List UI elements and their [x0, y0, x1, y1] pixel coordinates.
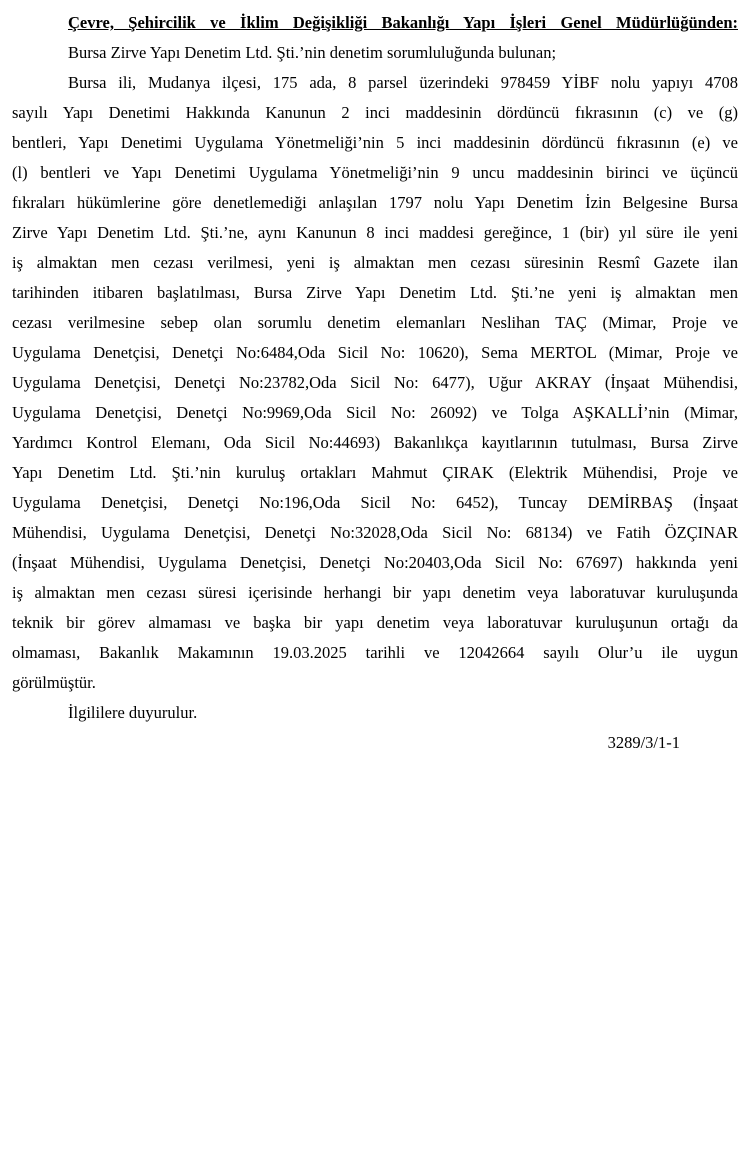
body-line: Yardımcı Kontrol Elemanı, Oda Sicil No:44693) Bakanlıkça kayıtlarının tutulması, Bursa Zirve: [12, 433, 738, 452]
body-line: (İnşaat Mühendisi, Uygulama Denetçisi, Denetçi No:20403,Oda Sicil No: 67697) hakkında yeni: [12, 553, 738, 572]
body-line: Uygulama Denetçisi, Denetçi No:196,Oda Sicil No: 6452), Tuncay DEMİRBAŞ (İnşaat: [12, 493, 738, 512]
body-line-last: görülmüştür.: [12, 673, 96, 692]
body-line: Uygulama Denetçisi, Denetçi No:9969,Oda Sicil No: 26092) ve Tolga AŞKALLİ’nin (Mimar,: [12, 403, 738, 422]
body-line: iş almaktan men cezası süresi içerisinde herhangi bir yapı denetim veya laboratuvar kuruluşunda: [12, 583, 738, 602]
body-line: (l) bentleri ve Yapı Denetimi Uygulama Yönetmeliği’nin 9 uncu maddesinin birinci ve üçüncü: [12, 163, 738, 182]
body-line: cezası verilmesine sebep olan sorumlu denetim elemanları Neslihan TAÇ (Mimar, Proje ve: [12, 313, 738, 332]
body-line: olmaması, Bakanlık Makamının 19.03.2025 tarihli ve 12042664 sayılı Olur’u ile uygun: [12, 643, 738, 662]
body-line: sayılı Yapı Denetimi Hakkında Kanunun 2 inci maddesinin dördüncü fıkrasının (c) ve (g): [12, 103, 738, 122]
body-line: teknik bir görev almaması ve başka bir yapı denetim veya laboratuvar kuruluşunun ortağı da: [12, 613, 738, 632]
body-line: fıkraları hükümlerine göre denetlemediği anlaşılan 1797 nolu Yapı Denetim İzin Belgesine Bursa: [12, 193, 738, 212]
body-line: Uygulama Denetçisi, Denetçi No:6484,Oda Sicil No: 10620), Sema MERTOL (Mimar, Proje ve: [12, 343, 738, 362]
announcement-title: Çevre, Şehircilik ve İklim Değişikliği Bakanlığı Yapı İşleri Genel Müdürlüğünden:: [68, 13, 738, 32]
closing-line: İlgililere duyurulur.: [68, 703, 198, 722]
body-line: Yapı Denetim Ltd. Şti.’nin kuruluş ortakları Mahmut ÇIRAK (Elektrik Mühendisi, Proje ve: [12, 463, 738, 482]
intro-line: Bursa Zirve Yapı Denetim Ltd. Şti.’nin denetim sorumluluğunda bulunan;: [68, 43, 557, 62]
body-line: iş almaktan men cezası verilmesi, yeni iş almaktan men cezası süresinin Resmî Gazete ilan: [12, 253, 738, 272]
body-line: Bursa ili, Mudanya ilçesi, 175 ada, 8 parsel üzerindeki 978459 YİBF nolu yapıyı 4708: [68, 73, 738, 92]
reference-number: 3289/3/1-1: [607, 733, 680, 752]
body-line: Zirve Yapı Denetim Ltd. Şti.’ne, aynı Kanunun 8 inci maddesi gereğince, 1 (bir) yıl süre ile yeni: [12, 223, 738, 242]
body-line: bentleri, Yapı Denetimi Uygulama Yönetmeliği’nin 5 inci maddesinin dördüncü fıkrasının (e) ve: [12, 133, 738, 152]
body-line: tarihinden itibaren başlatılması, Bursa Zirve Yapı Denetim Ltd. Şti.’ne yeni iş almaktan men: [12, 283, 738, 302]
body-line: Mühendisi, Uygulama Denetçisi, Denetçi No:32028,Oda Sicil No: 68134) ve Fatih ÖZÇINAR: [12, 523, 738, 542]
body-line: Uygulama Denetçisi, Denetçi No:23782,Oda Sicil No: 6477), Uğur AKRAY (İnşaat Mühendisi,: [12, 373, 738, 392]
